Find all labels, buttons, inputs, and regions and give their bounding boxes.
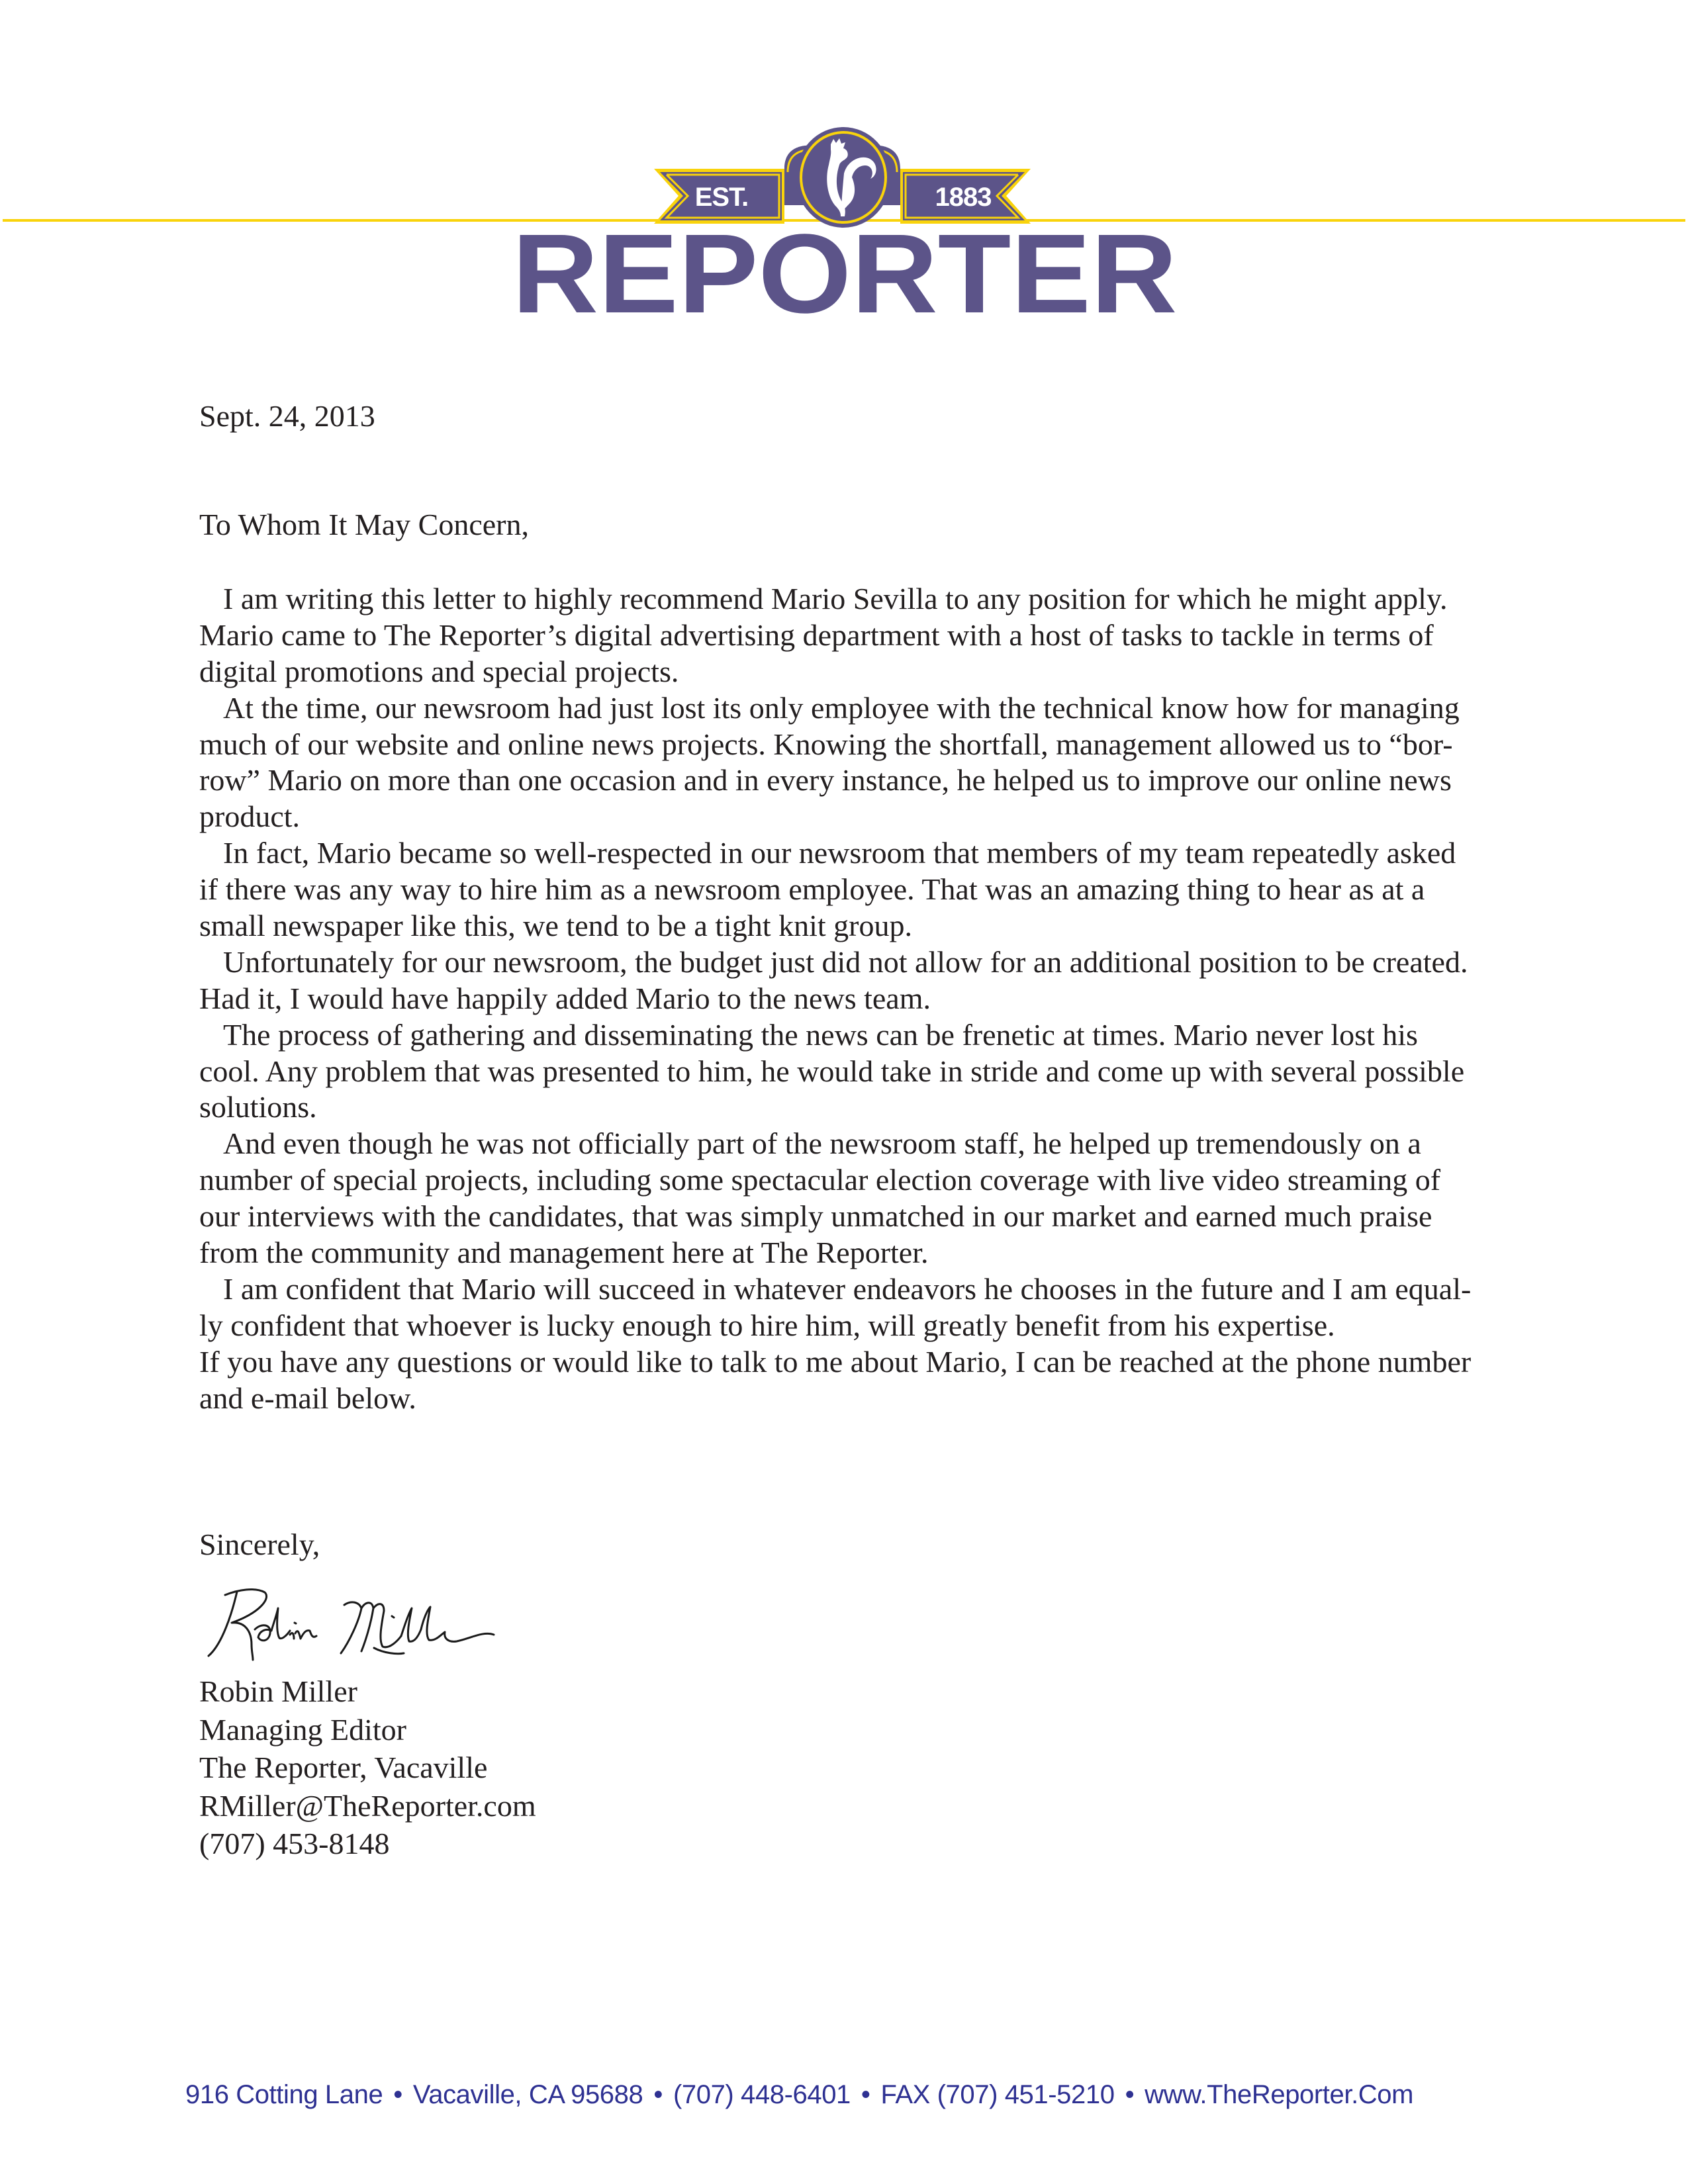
footer-contact [185, 2078, 1503, 2111]
signer-email[interactable]: RMiller@TheReporter.com [199, 1788, 536, 1823]
body-line: I am confident that Mario will succeed in whatever endeavors he chooses in the future and I am equal- [223, 1271, 1472, 1306]
footer-separator: • [861, 2080, 870, 2109]
body-line: product. [199, 799, 301, 834]
letter-closing: Sincerely, [199, 1527, 320, 1561]
body-line: much of our website and online news projects. Knowing the shortfall, management allowed us to “bor- [199, 727, 1453, 761]
signer-title: Managing Editor [199, 1712, 406, 1747]
body-line: Unfortunately for our newsroom, the budget just did not allow for an additional position to be created. [223, 944, 1468, 979]
body-line: In fact, Mario became so well-respected in our newsroom that members of my team repeatedly asked [223, 836, 1456, 870]
footer-separator: • [1125, 2080, 1135, 2109]
footer-city: Vacaville, CA 95688 [412, 2080, 643, 2109]
footer-fax: FAX (707) 451-5210 [880, 2080, 1115, 2109]
body-line: solutions. [199, 1090, 317, 1124]
body-line: And even though he was not officially part of the newsroom staff, he helped up tremendously on a [223, 1126, 1421, 1161]
footer-address: 916 Cotting Lane [185, 2080, 383, 2109]
body-line: I am writing this letter to highly recommend Mario Sevilla to any position for which he might apply. [223, 582, 1448, 615]
body-line: At the time, our newsroom had just lost its only employee with the technical know how for managing [223, 690, 1460, 725]
body-line: if there was any way to hire him as a newsroom employee. That was an amazing thing to hear as at a [199, 872, 1425, 907]
body-line: from the community and management here at The Reporter. [199, 1236, 929, 1270]
signer-block [199, 1672, 536, 1863]
body-line: row” Mario on more than one occasion and in every instance, he helped us to improve our online news [199, 763, 1452, 797]
footer-website[interactable]: www.TheReporter.Com [1145, 2080, 1414, 2109]
body-line: If you have any questions or would like to talk to me about Mario, I can be reached at the phone number [199, 1344, 1472, 1379]
signature [205, 1582, 496, 1664]
body-line: number of special projects, including some spectacular election coverage with live video streaming of [199, 1163, 1441, 1197]
logo-year-text: 1883 [935, 183, 992, 212]
logo-badge [652, 126, 1033, 228]
letter-date: Sept. 24, 2013 [199, 399, 375, 433]
signer-phone: (707) 453-8148 [199, 1827, 390, 1860]
signer-name: Robin Miller [199, 1674, 357, 1708]
logo-est-text: EST. [694, 183, 749, 212]
body-line: ly confident that whoever is lucky enough to hire him, will greatly benefit from his expertise. [199, 1308, 1335, 1342]
logo-wordmark-text: REPORTER [512, 225, 1178, 318]
body-line: small newspaper like this, we tend to be a tight knit group. [199, 909, 912, 943]
body-line: Mario came to The Reporter’s digital advertising department with a host of tasks to tackle in terms of [199, 617, 1434, 652]
body-line: digital promotions and special projects. [199, 654, 679, 688]
footer-phone: (707) 448-6401 [673, 2080, 851, 2109]
letter-salutation: To Whom It May Concern, [199, 508, 530, 541]
body-line: and e-mail below. [199, 1381, 416, 1415]
body-line: The process of gathering and disseminating the news can be frenetic at times. Mario never lost his [223, 1017, 1418, 1052]
letter-body [199, 581, 1471, 1416]
signer-organization: The Reporter, Vacaville [199, 1751, 488, 1784]
body-line: our interviews with the candidates, that was simply unmatched in our market and earned much praise [199, 1199, 1432, 1234]
logo-wordmark [510, 225, 1180, 318]
body-line: cool. Any problem that was presented to him, he would take in stride and come up with several possible [199, 1054, 1465, 1088]
footer-separator: • [393, 2080, 402, 2109]
body-line: Had it, I would have happily added Mario to the news team. [199, 981, 931, 1015]
footer-separator: • [653, 2080, 663, 2109]
